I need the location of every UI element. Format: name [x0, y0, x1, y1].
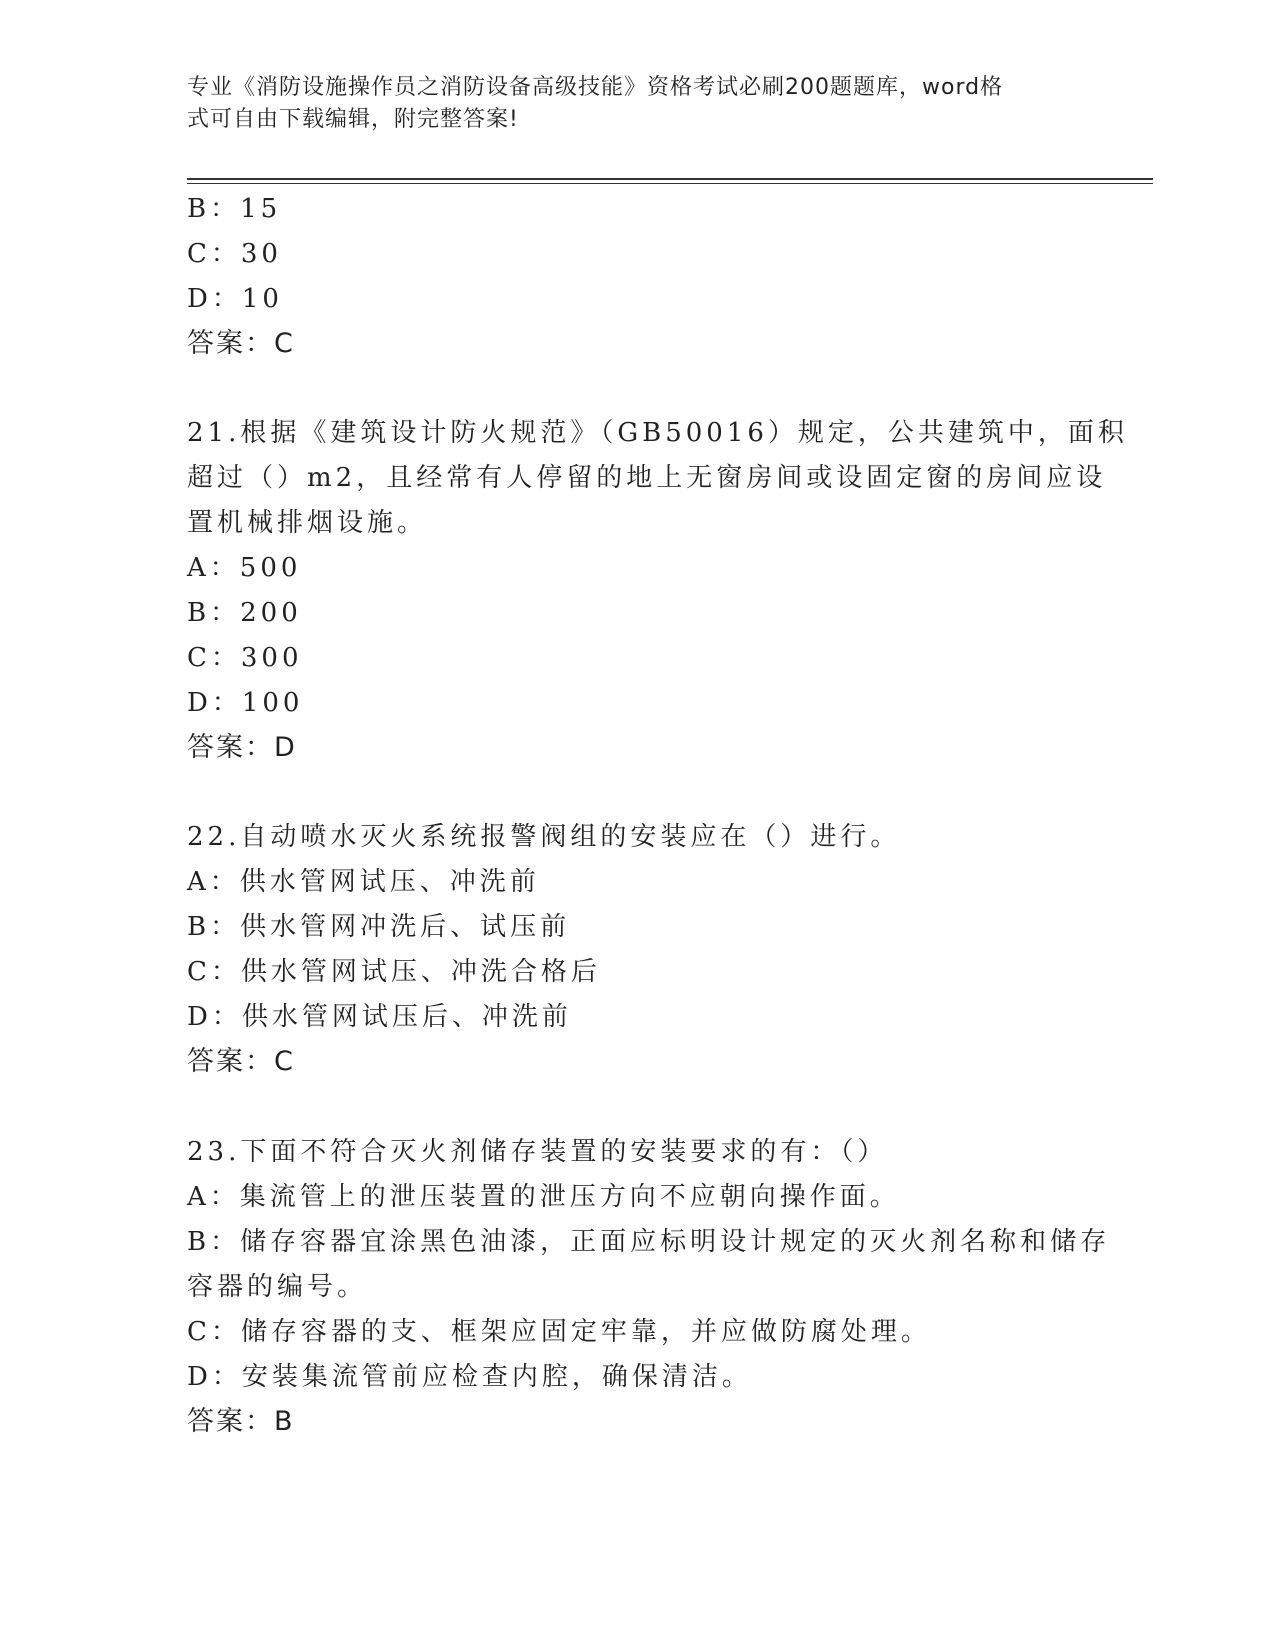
q23-text-line-1: 23.下面不符合灭火剂储存装置的安装要求的有：（）	[187, 1137, 888, 1167]
q22-option-d: D：供水管网试压后、冲洗前	[187, 1002, 572, 1032]
q21-answer: 答案：D	[187, 732, 297, 763]
header-rule-thick	[187, 178, 1153, 180]
header-rule-thin	[187, 183, 1153, 184]
q22-text-line-1: 22.自动喷水灭火系统报警阀组的安装应在（）进行。	[187, 822, 901, 852]
q21-option-c: C：300	[187, 643, 303, 673]
q22-option-a: A：供水管网试压、冲洗前	[187, 867, 540, 897]
q22-option-c: C：供水管网试压、冲洗合格后	[187, 957, 601, 987]
page-header	[187, 72, 1067, 136]
header-line-2: 式可自由下载编辑，附完整答案!	[187, 107, 519, 132]
q23-option-d: D：安装集流管前应检查内腔，确保清洁。	[187, 1362, 752, 1392]
q23-answer: 答案：B	[187, 1406, 295, 1437]
q21-option-a: A：500	[187, 553, 302, 583]
q23-option-b-line-1: B：储存容器宜涂黑色油漆，正面应标明设计规定的灭火剂名称和储存	[187, 1227, 1111, 1257]
q23-option-c: C：储存容器的支、框架应固定牢靠，并应做防腐处理。	[187, 1317, 931, 1347]
q22-option-b: B：供水管网冲洗后、试压前	[187, 912, 571, 942]
q22-answer: 答案：C	[187, 1046, 295, 1077]
prev-option-d: D：10	[187, 284, 283, 314]
prev-option-b: B：15	[187, 194, 282, 224]
q21-option-b: B：200	[187, 598, 302, 628]
header-line-1: 专业《消防设施操作员之消防设备高级技能》资格考试必刷200题题库，word格	[187, 75, 1004, 100]
q21-text-line-3: 置机械排烟设施。	[187, 508, 428, 538]
prev-answer: 答案：C	[187, 328, 295, 359]
prev-option-c: C：30	[187, 239, 282, 269]
q21-text-line-1: 21.根据《建筑设计防火规范》（GB50016）规定，公共建筑中，面积	[187, 418, 1128, 448]
q23-option-a: A：集流管上的泄压装置的泄压方向不应朝向操作面。	[187, 1182, 900, 1212]
q21-text-line-2: 超过（）m2，且经常有人停留的地上无窗房间或设固定窗的房间应设	[187, 463, 1107, 493]
q23-option-b-line-2: 容器的编号。	[187, 1272, 368, 1302]
q21-option-d: D：100	[187, 688, 304, 718]
